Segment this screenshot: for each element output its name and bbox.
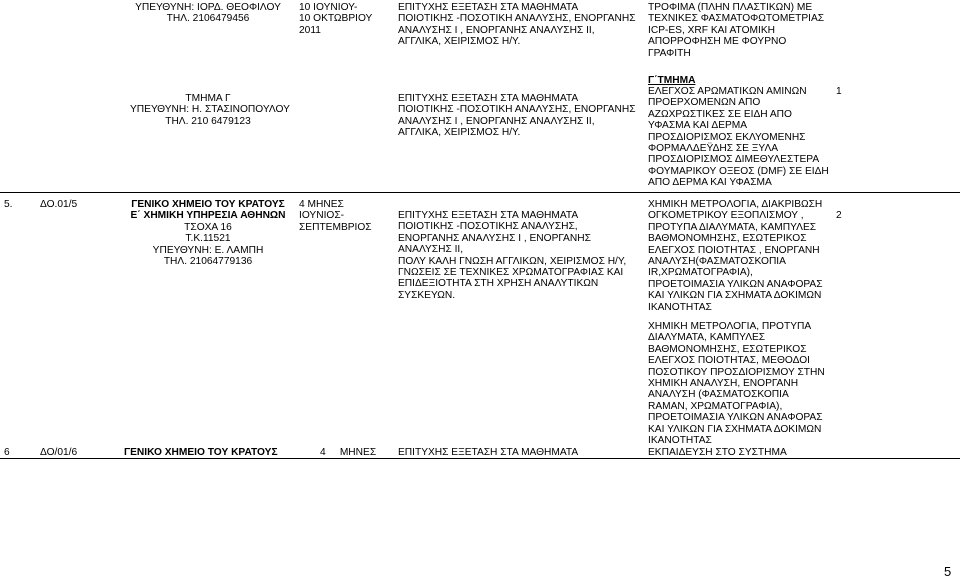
organization-title-6: ΓΕΝΙΚΟ ΧΗΜΕΙΟ ΤΟΥ ΚΡΑΤΟΥΣ bbox=[124, 447, 278, 458]
contact-person-2: ΤΜΗΜΑ Γ ΥΠΕΥΘΥΝΗ: Η. ΣΤΑΣΙΝΟΠΟΥΛΟΥ ΤΗΛ. 210 6479123 bbox=[130, 93, 290, 127]
requirements-1: ΕΠΙΤΥΧΗΣ ΕΞΕΤΑΣΗ ΣΤΑ ΜΑΘΗΜΑΤΑ ΠΟΙΟΤΙΚΗΣ -ΠΟΣΟΤΙΚΗ ΑΝΑΛΥΣΗΣ, ΕΝΟΡΓΑΝΗΣ ΑΝΑΛΥΣΗΣ Ι , ΕΝΟΡΓΑΝΗΣ ΑΝΑΛΥΣΗΣ ΙΙ, ΑΓΓΛΙΚΑ, ΧΕΙΡΙΣΜΟΣ Η/Υ. bbox=[398, 2, 636, 48]
duration-6: 4 ΜΗΝΕΣ bbox=[320, 447, 377, 458]
page-number: 5 bbox=[944, 564, 952, 579]
requirements-6: ΕΠΙΤΥΧΗΣ ΕΞΕΤΑΣΗ ΣΤΑ ΜΑΘΗΜΑΤΑ bbox=[398, 447, 579, 458]
section-title: Γ΄ΤΜΗΜΑ bbox=[648, 75, 696, 86]
organization-title-5: ΓΕΝΙΚΟ ΧΗΜΕΙΟ ΤΟΥ ΚΡΑΤΟΥΣ Ε΄ ΧΗΜΙΚΗ ΥΠΗΡΕΣΙΑ ΑΘΗΝΩΝ bbox=[130, 199, 286, 222]
subject-area-1: ΤΡΟΦΙΜΑ (ΠΛΗΝ ΠΛΑΣΤΙΚΩΝ) ΜΕ ΤΕΧΝΙΚΕΣ ΦΑΣΜΑΤΟΦΩΤΟΜΕΤΡΙΑΣ ICP-ES, XRF ΚΑΙ ΑΤΟΜΙΚΗ ΑΠΟΡΡΟΦΗΣΗ ΜΕ ΦΟΥΡΝΟ ΓΡΑΦΙΤΗ bbox=[648, 2, 825, 59]
contact-person-1: ΥΠΕΥΘΥΝΗ: ΙΟΡΔ. ΘΕΟΦΙΛΟΥ ΤΗΛ. 2106479456 bbox=[135, 2, 281, 25]
subject-area-5a: ΧΗΜΙΚΗ ΜΕΤΡΟΛΟΓΙΑ, ΔΙΑΚΡΙΒΩΣΗ ΟΓΚΟΜΕΤΡΙΚΟΥ ΕΞΟΠΛΙΣΜΟΥ , ΠΡΟΤΥΠΑ ΔΙΑΛΥΜΑΤΑ, ΚΑΜΠΥΛΕΣ ΒΑΘΜΟΝΟΜΗΣΗΣ, ΕΣΩΤΕΡΙΚΟΣ ΕΛΕΓΧΟΣ ΠΟΙΟΤΗΤΑΣ , ΕΝΟΡΓΑΝΗ ΑΝΑΛΥΣΗ(ΦΑΣΜΑΤΟΣΚΟΠΙΑ IR,ΧΡΩΜΑΤΟΓΡΑΦΙΑ), ΠΡΟΕΤΟΙΜΑΣΙΑ ΥΛΙΚΩΝ ΑΝΑΦΟΡΑΣ ΚΑΙ ΥΛΙΚΩΝ ΓΙΑ ΣΧΗΜΑΤΑ ΔΟΚΙΜΩΝ ΙΚΑΝΟΤΗΤΑΣ bbox=[648, 199, 823, 313]
row-number-6: 6 bbox=[4, 447, 10, 458]
code-5: ΔΟ.01/5 bbox=[40, 199, 78, 210]
row-divider-top bbox=[0, 192, 960, 193]
requirements-2: ΕΠΙΤΥΧΗΣ ΕΞΕΤΑΣΗ ΣΤΑ ΜΑΘΗΜΑΤΑ ΠΟΙΟΤΙΚΗΣ -ΠΟΣΟΤΙΚΗ ΑΝΑΛΥΣΗΣ, ΕΝΟΡΓΑΝΗΣ ΑΝΑΛΥΣΗΣ Ι , ΕΝΟΡΓΑΝΗΣ ΑΝΑΛΥΣΗΣ ΙΙ, ΑΓΓΛΙΚΑ, ΧΕΙΡΙΣΜΟΣ Η/Υ. bbox=[398, 93, 636, 139]
positions-count-1: 1 bbox=[836, 86, 842, 97]
duration-1: 10 ΙΟΥΝΙΟΥ- 10 ΟΚΤΩΒΡΙΟΥ 2011 bbox=[299, 2, 373, 36]
code-6: ΔΟ/01/6 bbox=[40, 447, 78, 458]
requirements-5: ΕΠΙΤΥΧΗΣ ΕΞΕΤΑΣΗ ΣΤΑ ΜΑΘΗΜΑΤΑ ΠΟΙΟΤΙΚΗΣ -ΠΟΣΟΤΙΚΗΣ ΑΝΑΛΥΣΗΣ, ΕΝΟΡΓΑΝΗΣ ΑΝΑΛΥΣΗΣ Ι , ΕΝΟΡΓΑΝΗΣ ΑΝΑΛΥΣΗΣ ΙΙ, ΠΟΛΥ ΚΑΛΗ ΓΝΩΣΗ ΑΓΓΛΙΚΩΝ, ΧΕΙΡΙΣΜΟΣ Η/Υ, ΓΝΩΣΕΙΣ ΣΕ ΤΕΧΝΙΚΕΣ ΧΡΩΜΑΤΟΓΡΑΦΙΑΣ ΚΑΙ ΕΠΙΔΕΞΙΟΤΗΤΑ ΣΤΗ ΧΡΗΣΗ ΑΝΑΛΥΤΙΚΩΝ ΣΥΣΚΕΥΩΝ. bbox=[398, 210, 627, 301]
duration-5: 4 ΜΗΝΕΣ ΙΟΥΝΙΟΣ- ΣΕΠΤΕΜΒΡΙΟΣ bbox=[299, 199, 372, 233]
subject-area-2: ΕΛΕΓΧΟΣ ΑΡΩΜΑΤΙΚΩΝ ΑΜΙΝΩΝ ΠΡΟΕΡΧΟΜΕΝΩΝ ΑΠΟ ΑΖΩΧΡΩΣΤΙΚΕΣ ΣΕ ΕΙΔΗ ΑΠΟ ΥΦΑΣΜΑ ΚΑΙ ΔΕΡΜΑ ΠΡΟΣΔΙΟΡΙΣΜΟΣ ΕΚΛΥΟΜΕΝΗΣ ΦΟΡΜΑΛΔΕΫΔΗΣ ΣΕ ΞΥΛΑ ΠΡΟΣΔΙΟΡΙΣΜΟΣ ΔΙΜΕΘΥΛΕΣΤΕΡΑ ΦΟΥΜΑΡΙΚΟΥ ΟΞΕΟΣ (DMF) ΣΕ ΕΙΔΗ ΑΠΟ ΔΕΡΜΑ ΚΑΙ ΥΦΑΣΜΑ bbox=[648, 86, 829, 189]
subject-area-5b: ΧΗΜΙΚΗ ΜΕΤΡΟΛΟΓΙΑ, ΠΡΟΤΥΠΑ ΔΙΑΛΥΜΑΤΑ, ΚΑΜΠΥΛΕΣ ΒΑΘΜΟΝΟΜΗΣΗΣ, ΕΣΩΤΕΡΙΚΟΣ ΕΛΕΓΧΟΣ ΠΟΙΟΤΗΤΑΣ, ΜΕΘΟΔΟΙ ΠΟΣΟΤΙΚΟΥ ΠΡΟΣΔΙΟΡΙΣΜΟΥ ΣΤΗΝ ΧΗΜΙΚΗ ΑΝΑΛΥΣΗ, ΕΝΟΡΓΑΝΗ ΑΝΑΛΥΣΗ (ΦΑΣΜΑΤΟΣΚΟΠΙΑ RAMAN, ΧΡΩΜΑΤΟΓΡΑΦΙΑ), ΠΡΟΕΤΟΙΜΑΣΙΑ ΥΛΙΚΩΝ ΑΝΑΦΟΡΑΣ ΚΑΙ ΥΛΙΚΩΝ ΓΙΑ ΣΧΗΜΑΤΑ ΔΟΚΙΜΩΝ ΙΚΑΝΟΤΗΤΑΣ bbox=[648, 321, 825, 447]
row-number-5: 5. bbox=[4, 199, 13, 210]
positions-count-2: 2 bbox=[836, 210, 842, 221]
organization-details-5: ΤΣΟΧΑ 16 Τ.Κ.11521 ΥΠΕΥΘΥΝΗ: Ε. ΛΑΜΠΗ ΤΗΛ. 21064779136 bbox=[152, 222, 264, 268]
subject-area-6: ΕΚΠΑΙΔΕΥΣΗ ΣΤΟ ΣΥΣΤΗΜΑ bbox=[648, 447, 787, 458]
